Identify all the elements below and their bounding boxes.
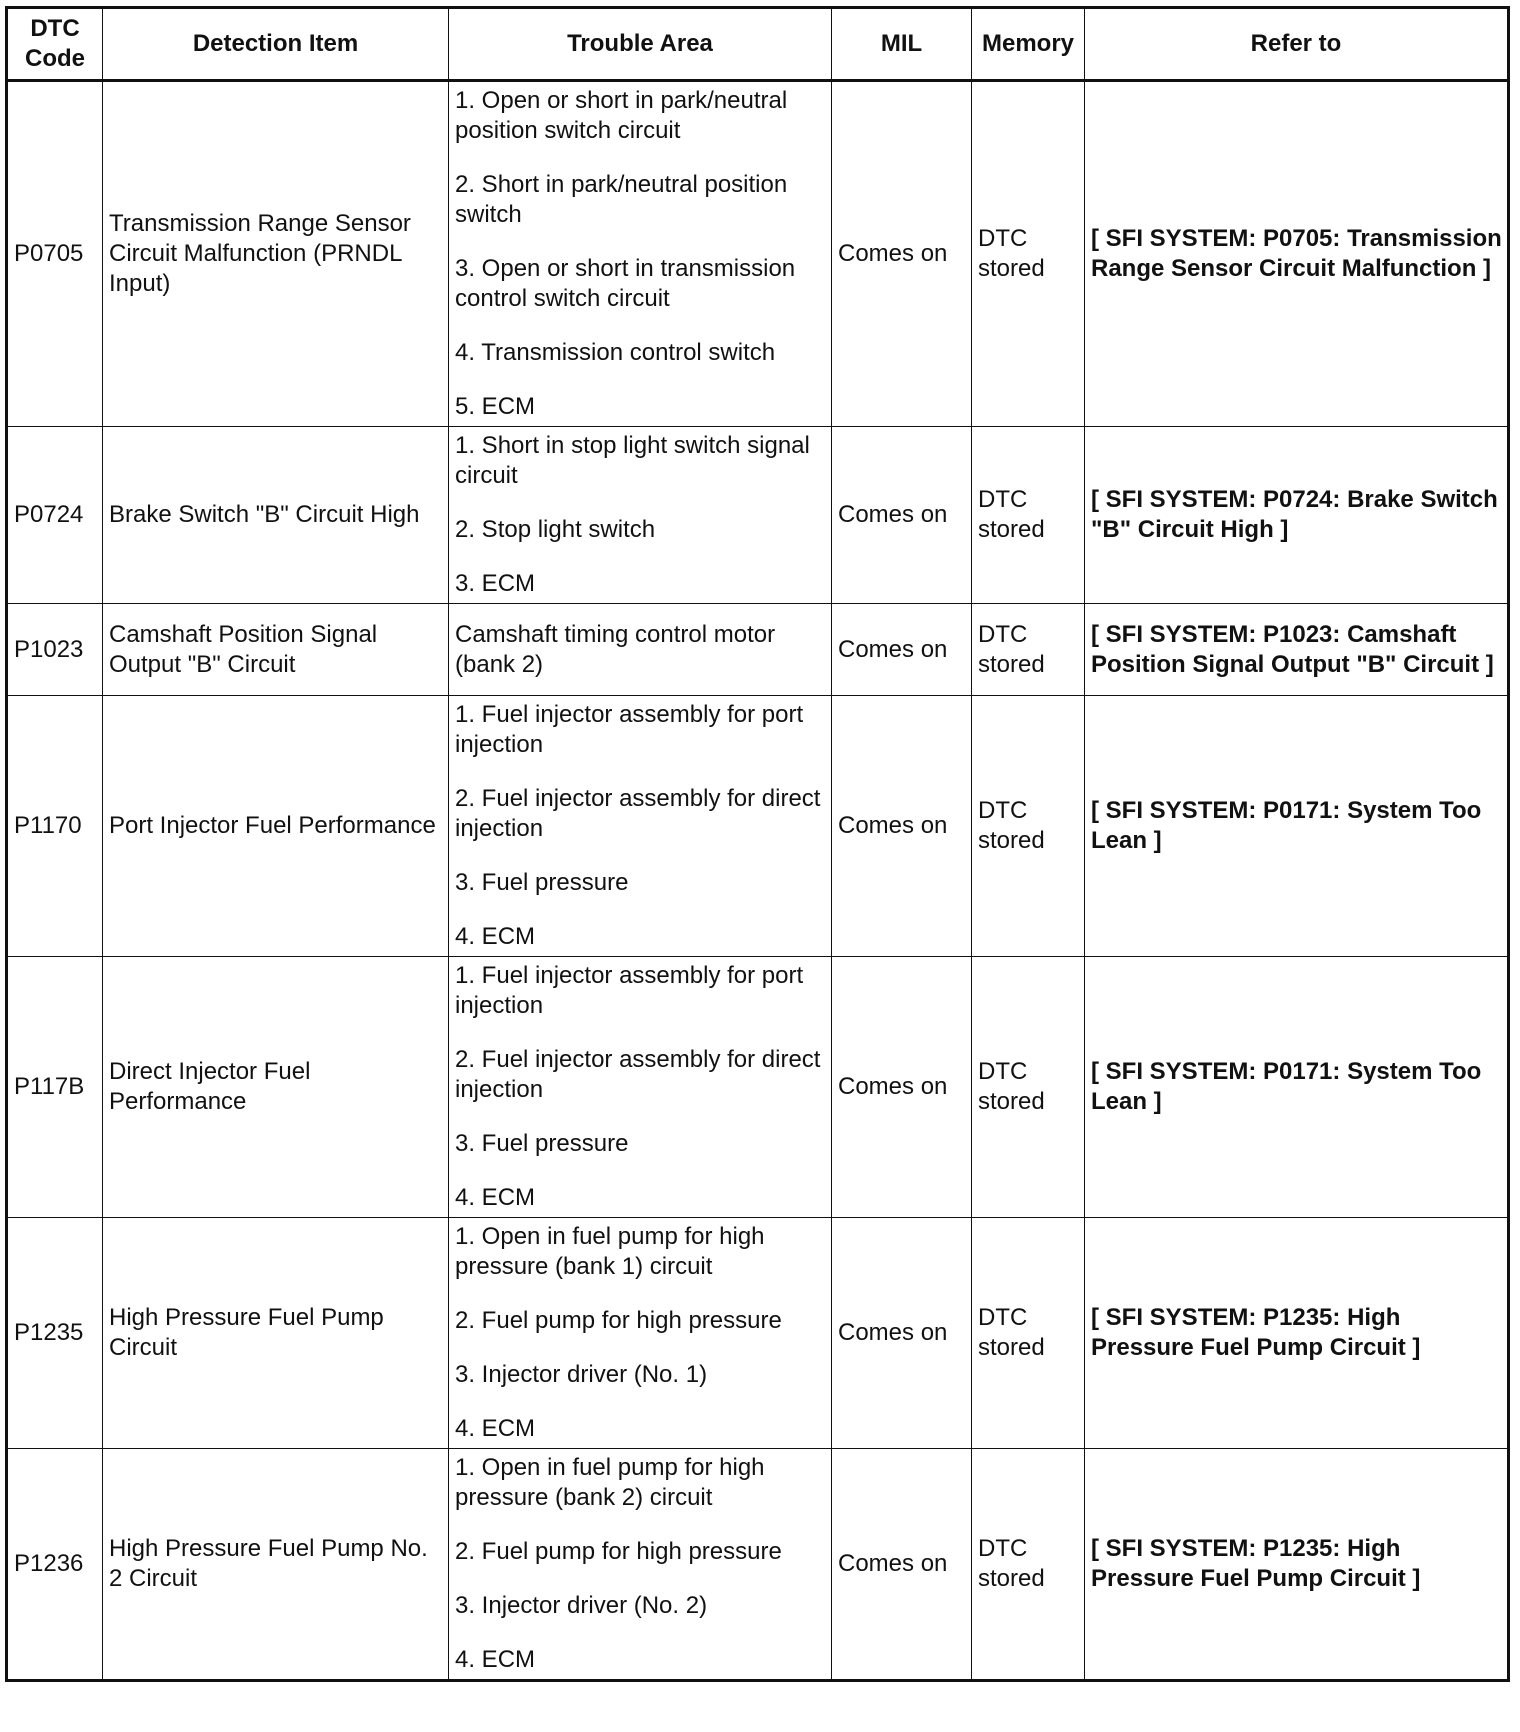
trouble-area-item: 3. Injector driver (No. 2) (455, 1592, 708, 1619)
mil-cell: Comes on (832, 957, 972, 1218)
trouble-area-cell (449, 604, 832, 696)
header-detection-item: Detection Item (103, 8, 449, 81)
detection-item-cell: Brake Switch "B" Circuit High (103, 427, 449, 604)
dtc-code-cell: P117B (7, 957, 103, 1218)
memory-cell: DTC stored (972, 81, 1085, 427)
table-header (7, 8, 1509, 81)
trouble-area-item: 2. Fuel pump for high pressure (455, 1538, 782, 1565)
mil-cell: Comes on (832, 1218, 972, 1449)
dtc-code-cell: P1236 (7, 1449, 103, 1681)
dtc-code-cell: P1023 (7, 604, 103, 696)
trouble-area-item: 1. Open in fuel pump for high pressure (bank 2) circuit (455, 1454, 765, 1511)
trouble-area-cell (449, 81, 832, 427)
trouble-area-cell (449, 696, 832, 957)
header-mil: MIL (832, 8, 972, 81)
trouble-area-item: 2. Fuel injector assembly for direct injection (455, 1046, 821, 1103)
trouble-area-item: 3. ECM (455, 570, 536, 597)
detection-item-cell: Direct Injector Fuel Performance (103, 957, 449, 1218)
trouble-area-item: 2. Fuel injector assembly for direct injection (455, 785, 821, 842)
detection-item-cell: Camshaft Position Signal Output "B" Circuit (103, 604, 449, 696)
trouble-area-item: 5. ECM (455, 393, 536, 420)
mil-cell: Comes on (832, 604, 972, 696)
refer-to-link[interactable]: [ SFI SYSTEM: P0705: Transmission Range Sensor Circuit Malfunction ] (1085, 81, 1509, 427)
detection-item-cell: Port Injector Fuel Performance (103, 696, 449, 957)
table-body (7, 81, 1509, 1681)
trouble-area-item: 4. ECM (455, 1415, 536, 1442)
memory-cell: DTC stored (972, 957, 1085, 1218)
memory-cell: DTC stored (972, 696, 1085, 957)
mil-cell: Comes on (832, 427, 972, 604)
mil-cell: Comes on (832, 1449, 972, 1681)
mil-cell: Comes on (832, 81, 972, 427)
memory-cell: DTC stored (972, 1449, 1085, 1681)
trouble-area-cell (449, 957, 832, 1218)
header-refer-to: Refer to (1085, 8, 1509, 81)
detection-item-cell: High Pressure Fuel Pump No. 2 Circuit (103, 1449, 449, 1681)
table-row (7, 427, 1509, 604)
detection-item-cell: Transmission Range Sensor Circuit Malfunction (PRNDL Input) (103, 81, 449, 427)
refer-to-link[interactable]: [ SFI SYSTEM: P0171: System Too Lean ] (1085, 696, 1509, 957)
trouble-area-cell (449, 1218, 832, 1449)
mil-cell: Comes on (832, 696, 972, 957)
memory-cell: DTC stored (972, 427, 1085, 604)
table-row (7, 957, 1509, 1218)
refer-to-link[interactable]: [ SFI SYSTEM: P1023: Camshaft Position Signal Output "B" Circuit ] (1085, 604, 1509, 696)
trouble-area-item: 3. Open or short in transmission control switch circuit (455, 255, 796, 312)
trouble-area-item: 1. Open in fuel pump for high pressure (bank 1) circuit (455, 1223, 765, 1280)
table-row (7, 1449, 1509, 1681)
trouble-area-item: 2. Stop light switch (455, 516, 656, 543)
dtc-code-cell: P1170 (7, 696, 103, 957)
table-row (7, 604, 1509, 696)
table-row (7, 81, 1509, 427)
trouble-area-item: 3. Fuel pressure (455, 1130, 629, 1157)
header-dtc-code: DTC Code (7, 8, 103, 81)
trouble-area-item: 1. Fuel injector assembly for port injection (455, 701, 804, 758)
detection-item-cell: High Pressure Fuel Pump Circuit (103, 1218, 449, 1449)
refer-to-link[interactable]: [ SFI SYSTEM: P1235: High Pressure Fuel Pump Circuit ] (1085, 1449, 1509, 1681)
dtc-table (5, 6, 1510, 1682)
trouble-area-item: 3. Injector driver (No. 1) (455, 1361, 708, 1388)
trouble-area-item: 2. Fuel pump for high pressure (455, 1307, 782, 1334)
trouble-area-item: 2. Short in park/neutral position switch (455, 171, 788, 228)
table-row (7, 1218, 1509, 1449)
trouble-area-item: 4. ECM (455, 1184, 536, 1211)
trouble-area-item: 1. Fuel injector assembly for port injection (455, 962, 804, 1019)
table-row (7, 696, 1509, 957)
refer-to-link[interactable]: [ SFI SYSTEM: P0724: Brake Switch "B" Circuit High ] (1085, 427, 1509, 604)
header-memory: Memory (972, 8, 1085, 81)
dtc-code-cell: P1235 (7, 1218, 103, 1449)
refer-to-link[interactable]: [ SFI SYSTEM: P0171: System Too Lean ] (1085, 957, 1509, 1218)
header-row (7, 8, 1509, 81)
trouble-area-item: 4. ECM (455, 1646, 536, 1673)
trouble-area-item: 1. Short in stop light switch signal circuit (455, 432, 810, 489)
trouble-area-item: 3. Fuel pressure (455, 869, 629, 896)
memory-cell: DTC stored (972, 604, 1085, 696)
trouble-area-item: 4. ECM (455, 923, 536, 950)
header-trouble-area: Trouble Area (449, 8, 832, 81)
memory-cell: DTC stored (972, 1218, 1085, 1449)
trouble-area-item: 4. Transmission control switch (455, 339, 776, 366)
dtc-code-cell: P0724 (7, 427, 103, 604)
trouble-area-cell (449, 427, 832, 604)
refer-to-link[interactable]: [ SFI SYSTEM: P1235: High Pressure Fuel Pump Circuit ] (1085, 1218, 1509, 1449)
dtc-code-cell: P0705 (7, 81, 103, 427)
trouble-area-item: 1. Open or short in park/neutral position switch circuit (455, 87, 788, 144)
trouble-area-item: Camshaft timing control motor (bank 2) (455, 620, 776, 678)
trouble-area-cell (449, 1449, 832, 1681)
